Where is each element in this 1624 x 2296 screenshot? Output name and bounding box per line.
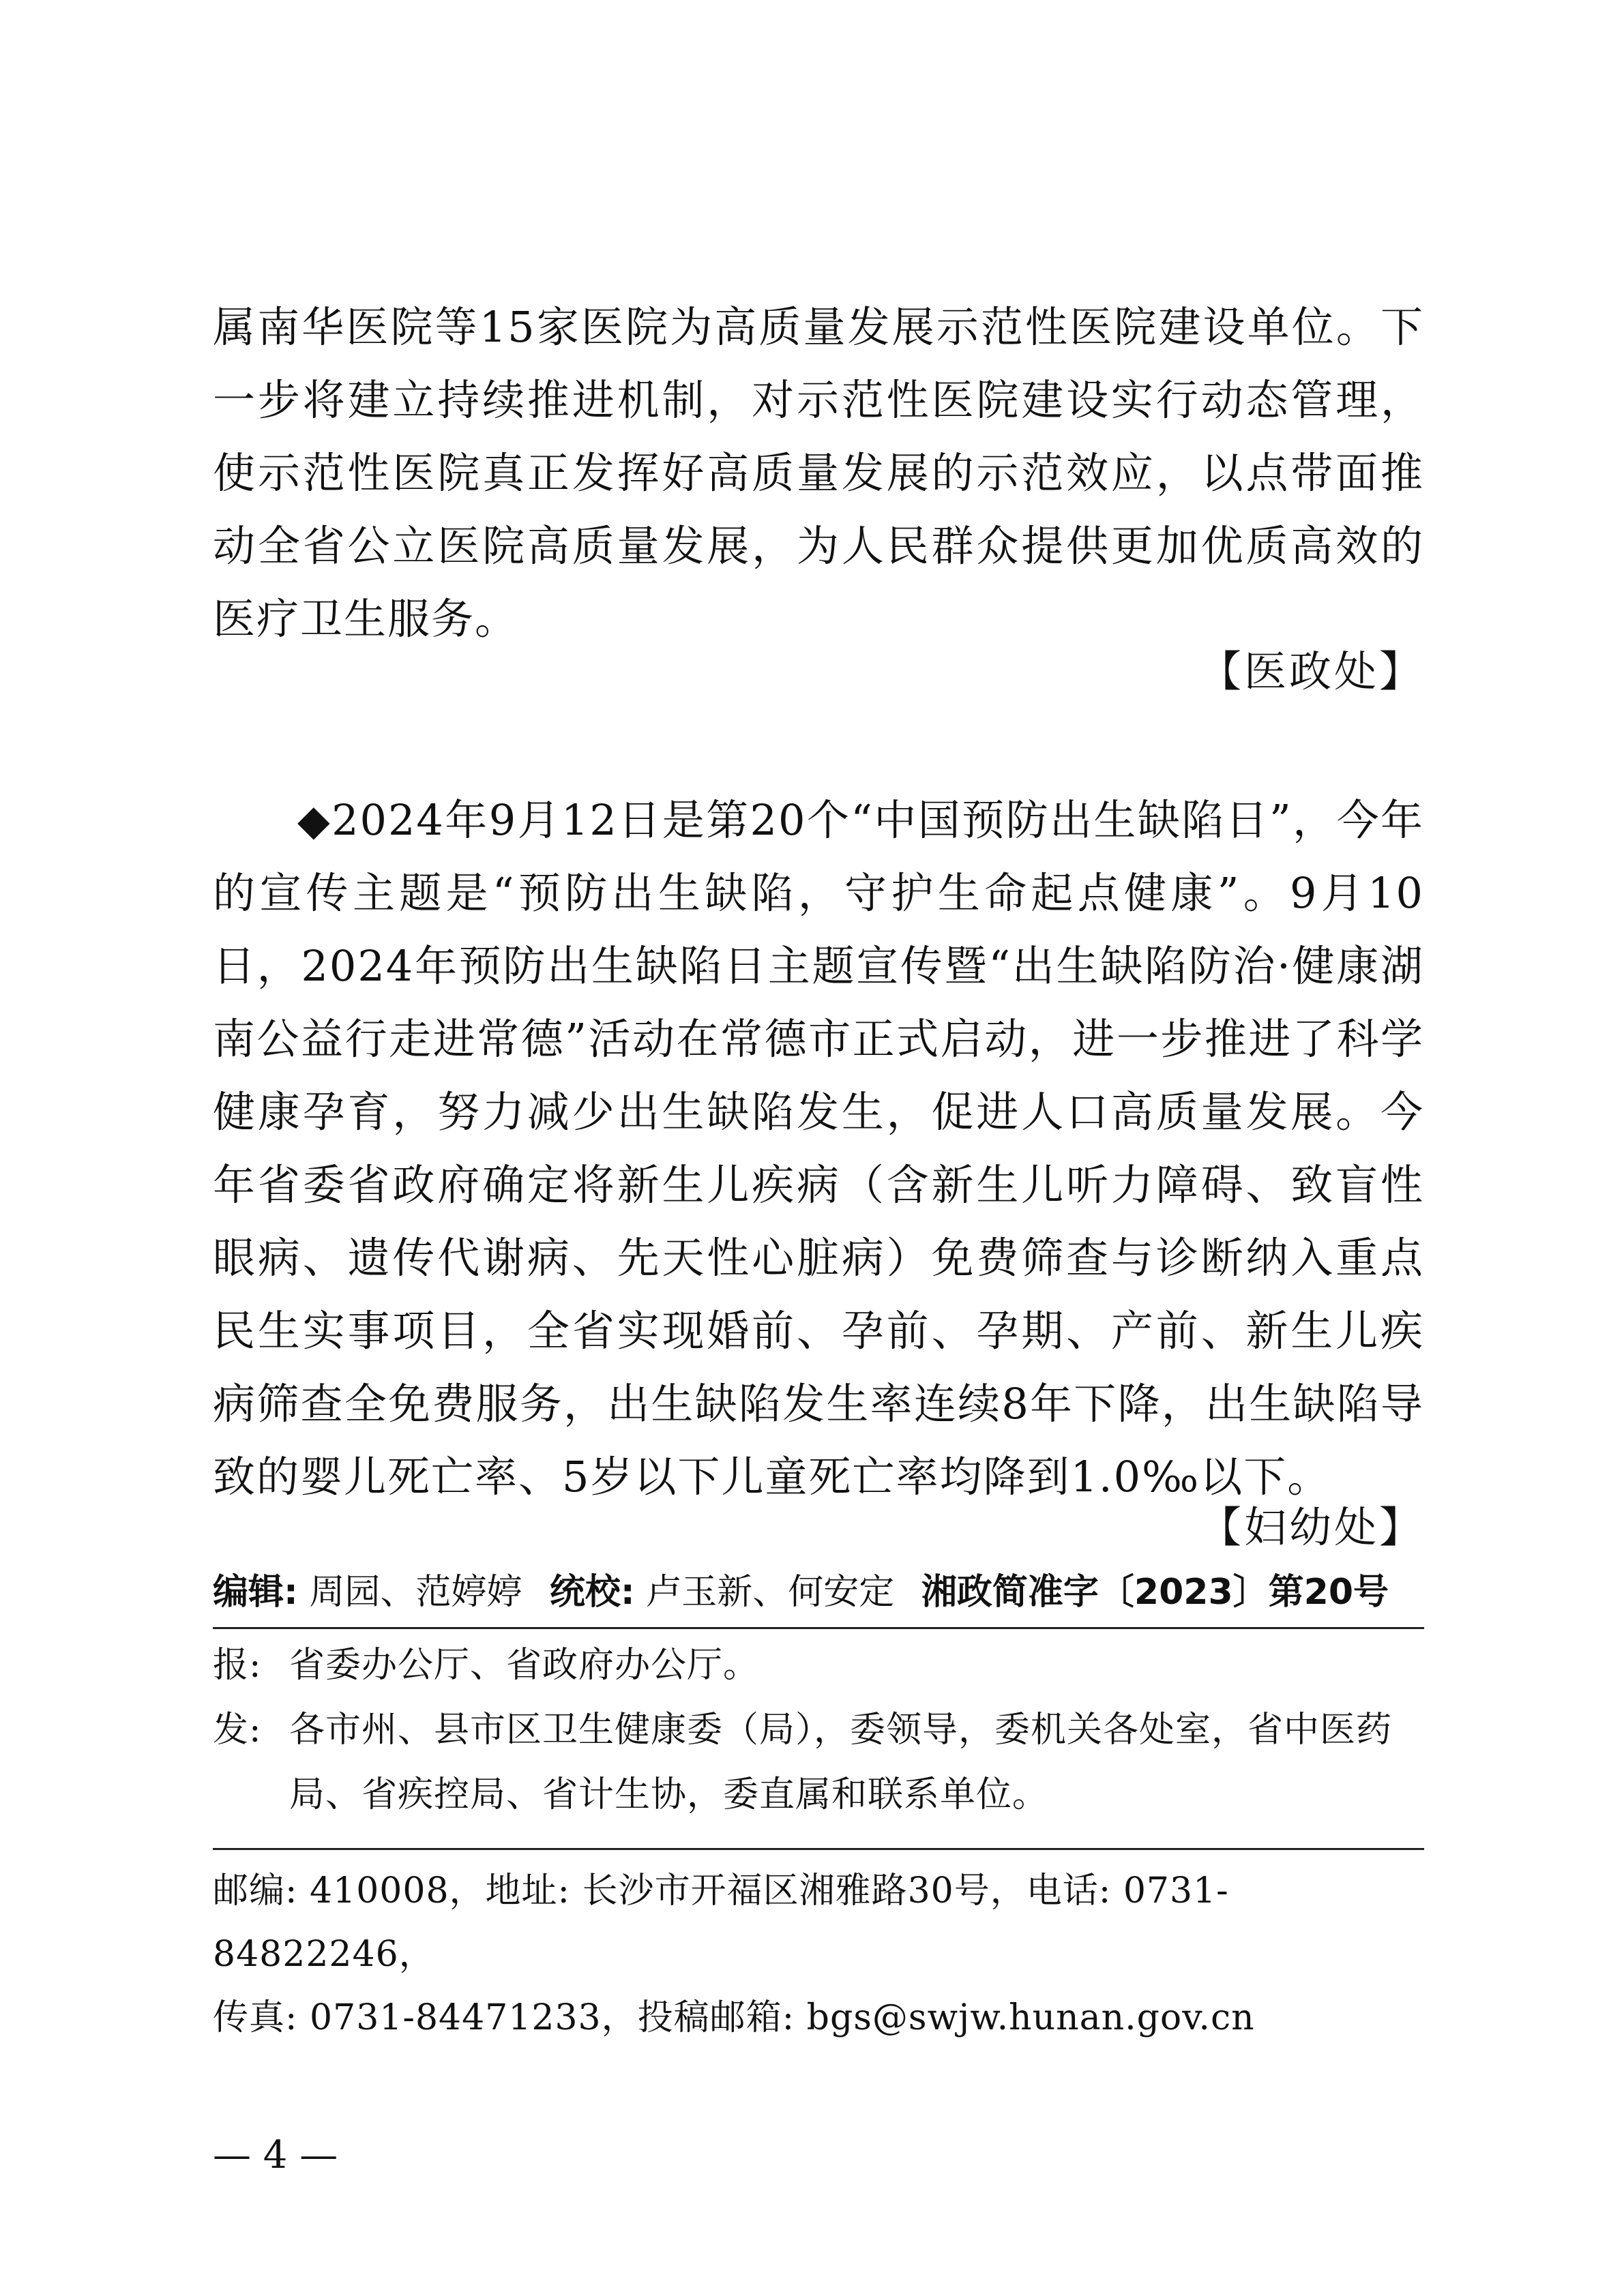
- contact-line-1: 邮编: 410008，地址: 长沙市开福区湘雅路30号，电话: 0731-84822246，: [213, 1870, 1229, 1975]
- report-label: 报:: [213, 1645, 262, 1686]
- article-1-department: 【医政处】: [1198, 646, 1424, 696]
- report-row: [213, 1633, 1424, 1698]
- proofread-label: 统校:: [549, 1572, 635, 1613]
- send-label: 发:: [213, 1710, 262, 1750]
- send-to: 各市州、县市区卫生健康委（局），委领导，委机关各处室，省中医药局、省疾控局、省计生协，委直属和联系单位。: [289, 1710, 1393, 1815]
- editors: 周园、范婷婷: [309, 1572, 522, 1613]
- article-1: [213, 290, 1424, 655]
- article-2-department: 【妇幼处】: [1198, 1502, 1424, 1552]
- editor-label: 编辑:: [213, 1572, 298, 1613]
- page-number: — 4 —: [213, 2133, 338, 2177]
- report-to: 省委办公厅、省政府办公厅。: [289, 1645, 760, 1686]
- article-1-body: 属南华医院等15家医院为高质量发展示范性医院建设单位。下一步将建立持续推进机制，对示范性医院建设实行动态管理，使示范性医院真正发挥好高质量发展的示范效应，以点带面推动全省公立医院高质量发展，为人民群众提供更加优质高效的医疗卫生服务。: [213, 302, 1424, 644]
- article-2-body: ◆2024年9月12日是第20个“中国预防出生缺陷日”，今年的宣传主题是“预防出生缺陷，守护生命起点健康”。9月10日，2024年预防出生缺陷日主题宣传暨“出生缺陷防治·健康湖南公益行走进常德”活动在常德市正式启动，进一步推进了科学健康孕育，努力减少出生缺陷发生，促进人口高质量发展。今年省委省政府确定将新生儿疾病（含新生儿听力障碍、致盲性眼病、遗传代谢病、先天性心脏病）免费筛查与诊断纳入重点民生实事项目，全省实现婚前、孕前、孕期、产前、新生儿疾病筛查全免费服务，出生缺陷发生率连续8年下降，出生缺陷导致的婴儿死亡率、5岁以下儿童死亡率均降到1.0‰以下。: [213, 795, 1424, 1502]
- proofreaders: 卢玉新、何安定: [646, 1572, 895, 1613]
- distribution: [213, 1633, 1424, 1828]
- article-2: [213, 784, 1424, 1513]
- divider-top: [213, 1627, 1424, 1629]
- divider-bottom: [213, 1848, 1424, 1850]
- contact-info: [213, 1860, 1424, 2050]
- contact-line-2: 传真: 0731-84471233，投稿邮箱: bgs@swjw.hunan.gov.cn: [213, 1997, 1255, 2038]
- send-row: [213, 1698, 1424, 1828]
- editorial-info: [213, 1562, 1424, 1623]
- permit-number: 湘政简准字〔2023〕第20号: [921, 1572, 1389, 1613]
